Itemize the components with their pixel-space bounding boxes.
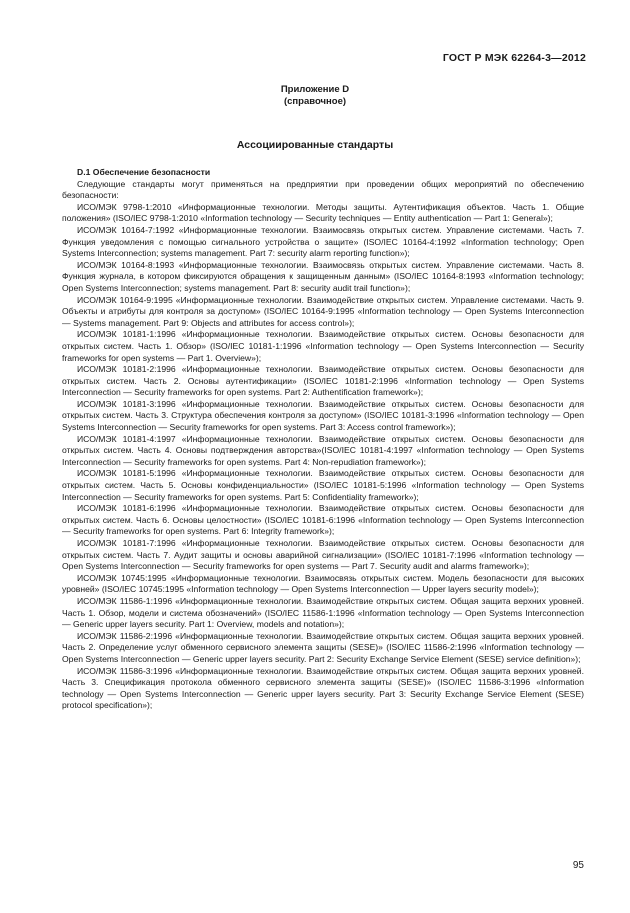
page-number: 95 bbox=[572, 860, 584, 871]
subsection-heading: D.1 Обеспечение безопасности bbox=[77, 167, 211, 177]
paragraph: ИСО/МЭК 10164-7:1992 «Информационные технологии. Взаимосвязь открытых систем. Управление системами. Часть 7. Функция уведомления с помощью сигнального устройства о защите» (ISO/IEC 10164-4:1992 «Information technology; Open Systems Interconnection; systems management. Part 7: security alarm reporting function»); bbox=[62, 224, 584, 259]
paragraph: ИСО/МЭК 10164-8:1993 «Информационные технологии. Взаимосвязь открытых систем. Управление системами. Часть 8. Функция журнала, в котором фиксируются обращения к защищенным данным» (ISO/IEC 10164-8:1993 «Information technology; Open Systems Interconnection; systems management. Part 8: security audit trail function»); bbox=[62, 259, 584, 293]
paragraph: ИСО/МЭК 11586-2:1996 «Информационные технологии. Взаимодействие открытых систем. Общая защита верхних уровней. Часть 2. Определение услуг обменного сервисного элемента защиты (SESE)» (ISO/IEC 11586-2:1996 «Information technology — Open Systems Interconnection — Generic upper layers security. Part 2: Security Exchange Service Element (SESE) service definition»); bbox=[62, 630, 584, 664]
paragraph: ИСО/МЭК 10181-7:1996 «Информационные технологии. Взаимодействие открытых систем. Основы безопасности для открытых систем. Часть 7. Аудит защиты и основы аварийной сигнализации» (ISO/IEC 10181-7:1996 «Information technology — Open Systems Interconnection — Security frameworks for open systems — Part 7. Security audit and alarms framework»); bbox=[62, 538, 584, 572]
document-body bbox=[62, 167, 584, 712]
paragraph: ИСО/МЭК 10181-3:1996 «Информационные технологии. Взаимодействие открытых систем. Основы безопасности для открытых систем. Часть 3. Структура обеспечения контроля за доступом» (ISO/IEC 10181-3:1996 «Information technology — Open Systems Interconnection — Security frameworks for open systems. Part 3: Access control framework»); bbox=[62, 398, 584, 433]
paragraph: ИСО/МЭК 9798-1:2010 «Информационные технологии. Методы защиты. Аутентификация объектов. Часть 1. Общие положения» (ISO/IEC 9798-1:2010 «Information technology — Security techniques — Entity authentication — Part 1: General»); bbox=[62, 201, 584, 224]
paragraph: ИСО/МЭК 10181-2:1996 «Информационные технологии. Взаимодействие открытых систем. Основы безопасности для открытых систем. Часть 2. Основы аутентификации» (ISO/IEC 10181-2:1996 «Information technology — Open Systems Interconnection — Security frameworks for open systems. Part 2: Authentification framework»); bbox=[62, 364, 584, 398]
annex-subtitle: (справочное) bbox=[283, 96, 347, 107]
annex-title: Приложение D bbox=[280, 84, 350, 95]
paragraph: ИСО/МЭК 10181-6:1996 «Информационные технологии. Взаимодействие открытых систем. Основы безопасности для открытых систем. Часть 6. Основы целостности» (ISO/IEC 10181-6:1996 «Information technology — Open Systems Interconnection — Security frameworks for open systems. Part 6: Integrity framework»); bbox=[62, 503, 584, 537]
standard-header: ГОСТ Р МЭК 62264-3—2012 bbox=[442, 52, 586, 64]
paragraph: ИСО/МЭК 10181-4:1997 «Информационные технологии. Взаимодействие открытых систем. Основы безопасности для открытых систем. Часть 4. Основы подтверждения авторства»(ISO/IEC 10181-4:1997 «Information technology — Open Systems Interconnection — Security frameworks for open systems. Part 4: Non-repudiation framework»); bbox=[62, 433, 584, 467]
paragraph: ИСО/МЭК 10181-1:1996 «Информационные технологии. Взаимодействие открытых систем. Основы безопасности для открытых систем. Часть 1. Обзор» (ISO/IEC 10181-1:1996 «Information technology — Open Systems Interconnection — Security frameworks for open systems — Part 1. Overview»); bbox=[62, 329, 584, 363]
paragraph: ИСО/МЭК 10164-9:1995 «Информационные технологии. Взаимодействие открытых систем. Управление системами. Часть 9. Объекты и атрибуты для контроля за доступом» (ISO/IEC 10164-9:1995 «Information technology — Open Systems Interconnection — Systems management. Part 9: Objects and attributes for access control»); bbox=[62, 294, 584, 328]
paragraph: ИСО/МЭК 11586-1:1996 «Информационные технологии. Взаимодействие открытых систем. Общая защита верхних уровней. Часть 1. Обзор, модели и система обозначений» (ISO/IEC 11586-1:1996 «Information technology — Open Systems Interconnection — Generic upper layers security. Part 1: Overview, models and notation»); bbox=[62, 595, 584, 630]
paragraph: ИСО/МЭК 10181-5:1996 «Информационные технологии. Взаимодействие открытых систем. Основы безопасности для открытых систем. Часть 5. Основы конфиденциальности» (ISO/IEC 10181-5:1996 «Information technology — Open Systems Interconnection — Security frameworks for open systems. Part 5: Confidentiality framework»); bbox=[62, 468, 584, 502]
section-title: Ассоциированные стандарты bbox=[236, 139, 394, 151]
paragraph: ИСО/МЭК 11586-3:1996 «Информационные технологии. Взаимодействие открытых систем. Общая защита верхних уровней. Часть 3. Спецификация протокола обменного сервисного элемента защиты (SESE)» (ISO/IEC 11586-3:1996 «Information technology — Open Systems Interconnection — Generic upper layers security. Part 3: Security Exchange Service Element (SESE) protocol specification»); bbox=[62, 665, 584, 711]
paragraph: Следующие стандарты могут применяться на предприятии при проведении общих мероприятий по обеспечению безопасности: bbox=[62, 178, 584, 201]
paragraph: ИСО/МЭК 10745:1995 «Информационные технологии. Взаимосвязь открытых систем. Модель безопасности для высоких уровней» (ISO/IEC 10745:1995 «Information technology — Open Systems Interconnection — Upper layers security model»); bbox=[62, 572, 584, 595]
